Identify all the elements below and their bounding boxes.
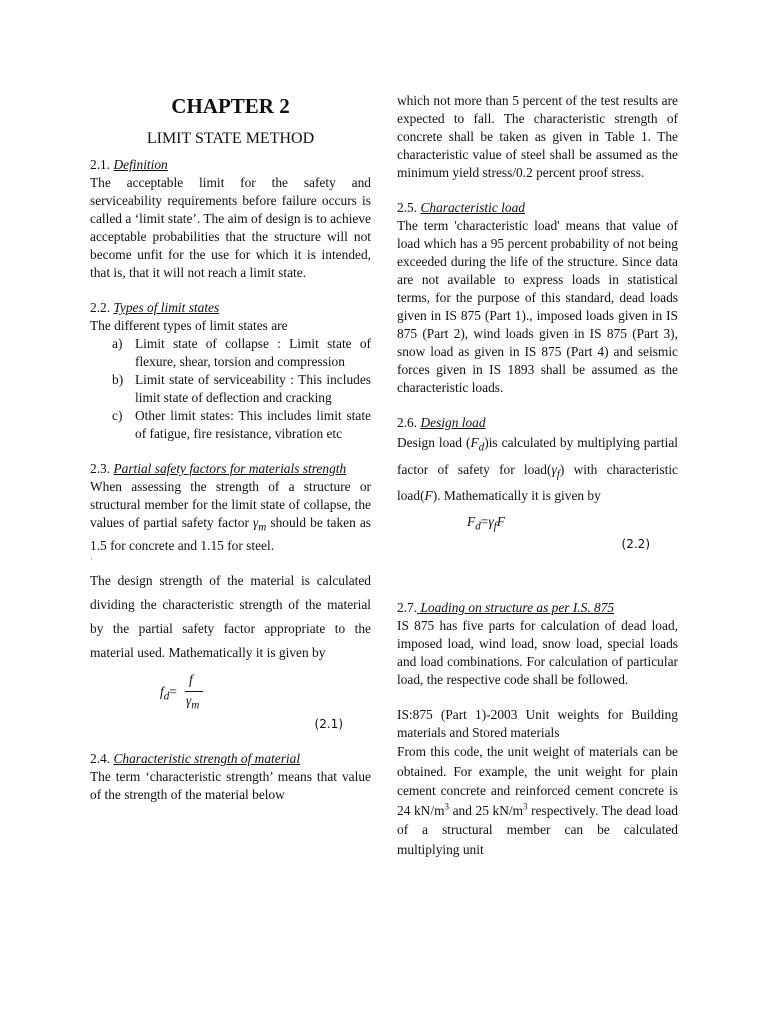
- section-number: 2.2.: [90, 300, 111, 315]
- section-2-2-intro: The different types of limit states are: [90, 318, 288, 333]
- section-title: Design load: [420, 415, 486, 430]
- math-symbol: F: [470, 435, 479, 450]
- superscript: 3: [523, 801, 528, 812]
- list-marker: a): [112, 336, 123, 351]
- math-symbol: F: [467, 514, 476, 530]
- section-2-4-heading: [90, 750, 371, 768]
- math-symbol: γ: [488, 514, 494, 530]
- math-symbol: F: [424, 488, 433, 504]
- section-title: Loading on structure as per I.S. 875: [417, 600, 615, 616]
- math-symbol: γ: [186, 692, 192, 708]
- text-run: with characteristic load: [397, 461, 678, 504]
- list-item-text: Limit state of serviceability : This includes limit state of deflection and cracking: [135, 372, 371, 405]
- math-subscript: d: [475, 521, 481, 534]
- text-run: is calculated by multiplying partial factor of safety for load: [397, 435, 678, 477]
- section-2-7-code-title: IS:875 (Part 1)-2003 Unit weights for Building materials and Stored materials: [397, 707, 678, 741]
- section-title: Partial safety factors for materials strength: [113, 461, 347, 476]
- section-2-3-body: [90, 478, 371, 555]
- math-subscript: d: [163, 690, 170, 703]
- list-item-text: Limit state of collapse : Limit state of flexure, shear, torsion and compression: [135, 336, 371, 369]
- section-title: Types of limit states: [113, 300, 220, 315]
- math-subscript: d: [478, 441, 485, 454]
- section-2-5-heading: [397, 199, 678, 217]
- section-2-1-heading: [90, 156, 371, 174]
- list-marker: c): [112, 408, 123, 423]
- section-number: 2.5.: [397, 200, 418, 215]
- equation-2-1: [90, 665, 371, 715]
- math-symbol: f: [160, 683, 164, 699]
- text-run: respectively. The dead load of a structural member can be calculated multiplying unit: [397, 802, 678, 857]
- stray-dot: ·: [90, 554, 93, 564]
- superscript: 3: [444, 801, 449, 812]
- equation-body: [467, 513, 505, 536]
- math-symbol: γ: [551, 461, 557, 477]
- section-number: 2.4.: [90, 750, 111, 766]
- equation-number: (2.2): [621, 537, 650, 552]
- text-run: should be taken as 1.5 for concrete and 1.15 for steel.: [90, 515, 372, 553]
- fraction-denominator: [186, 692, 199, 715]
- section-2-6-heading: [397, 414, 678, 432]
- equals-sign: =: [480, 514, 489, 530]
- section-number: 2.6.: [397, 415, 418, 430]
- section-number: 2.3.: [90, 461, 111, 476]
- equation-lhs: [160, 683, 177, 706]
- right-column: [397, 92, 678, 859]
- text-run: From this code, the unit weight of materials can be obtained. For example, the unit weight for plain cement concrete and reinforced cement concrete is 24 kN/m: [397, 744, 678, 818]
- section-title: Definition: [113, 157, 168, 172]
- section-2-3-body2: The design strength of the material is calculated dividing the characteristic strength of the material by the partial safety factor appropriate to the material used. Mathematically it is given by: [90, 572, 371, 660]
- list-marker: b): [112, 372, 124, 387]
- chapter-heading: CHAPTER 2: [171, 94, 290, 118]
- list-item: [90, 335, 371, 371]
- section-2-7-body: IS 875 has five parts for calculation of dead load, imposed load, wind load, snow load, special loads and load combinations. For calculation of particular load, the respective code shall be followed.: [397, 618, 678, 688]
- section-2-6-body: Design load $(F_d)is$ calculated by multiplying partial factor of safety for $load(\gamma_f)$ with characteristic load(F). Mathematically it is given by: [397, 435, 678, 504]
- section-2-3-heading: [90, 460, 371, 478]
- section-2-2-heading: [90, 299, 371, 317]
- section-2-4-body-continued: which not more than 5 percent of the test results are expected to fall. The characteristic strength of concrete shall be taken as given in Table 1. The characteristic value of steel shall be assumed as the minimum yield stress/0.2 percent proof stress.: [397, 93, 678, 180]
- math-symbol: F: [496, 514, 505, 530]
- math-subscript: f: [556, 468, 560, 481]
- section-number: 2.1.: [90, 157, 111, 172]
- text-run: and 25 kN/m: [449, 802, 524, 818]
- section-2-5-body: The term 'characteristic load' means that value of load which has a 95 percent probability of not being exceeded during the life of the structure. Since data are not available to express loads in statistical terms, for the purpose of this standard, dead loads given in IS 875 (Part 1)., imposed loads given in IS 875 (Part 2), wind loads given in IS 875 (Part 3), snow load as given in IS 875 (Part 4) and seismic forces given in IS 1893 shall be assumed as the characteristic loads.: [397, 218, 678, 395]
- equation-number: (2.1): [314, 716, 343, 731]
- section-2-7-body3: [397, 742, 678, 859]
- math-subscript: m: [258, 521, 267, 534]
- text-run: . Mathematically it is given by: [437, 488, 601, 504]
- section-number: 2.7.: [397, 600, 418, 616]
- section-title: Characteristic load: [420, 200, 525, 215]
- section-2-4-body: The term ‘characteristic strength’ means that value of the strength of the material below: [90, 768, 371, 802]
- fraction-numerator: f: [189, 671, 193, 687]
- equals-sign: =: [169, 683, 177, 699]
- list-item-text: Other limit states: This includes limit state of fatigue, fire resistance, vibration etc: [135, 408, 371, 441]
- section-2-1-body: The acceptable limit for the safety and serviceability requirements before failure occurs is called a ‘limit state’. The aim of design is to achieve acceptable probabilities that the structure will not become unfit for the use for which it is intended, that is, that it will not reach a limit state.: [90, 175, 371, 280]
- list-item: [90, 407, 371, 443]
- math-subscript: m: [191, 699, 200, 712]
- section-title: Characteristic strength of material: [113, 750, 301, 766]
- math-symbol: γ: [252, 515, 259, 530]
- limit-states-list: [90, 335, 371, 443]
- text-run: When assessing the strength of a structure or structural member for the limit state of collapse, the values of partial safety factor: [90, 479, 371, 530]
- section-2-7-heading: [397, 599, 678, 617]
- equation-2-2: [397, 507, 678, 535]
- left-column: [90, 92, 371, 804]
- chapter-subtitle: LIMIT STATE METHOD: [146, 130, 315, 147]
- text-run: Design load: [397, 435, 466, 450]
- math-subscript: f: [493, 521, 497, 534]
- list-item: [90, 371, 371, 407]
